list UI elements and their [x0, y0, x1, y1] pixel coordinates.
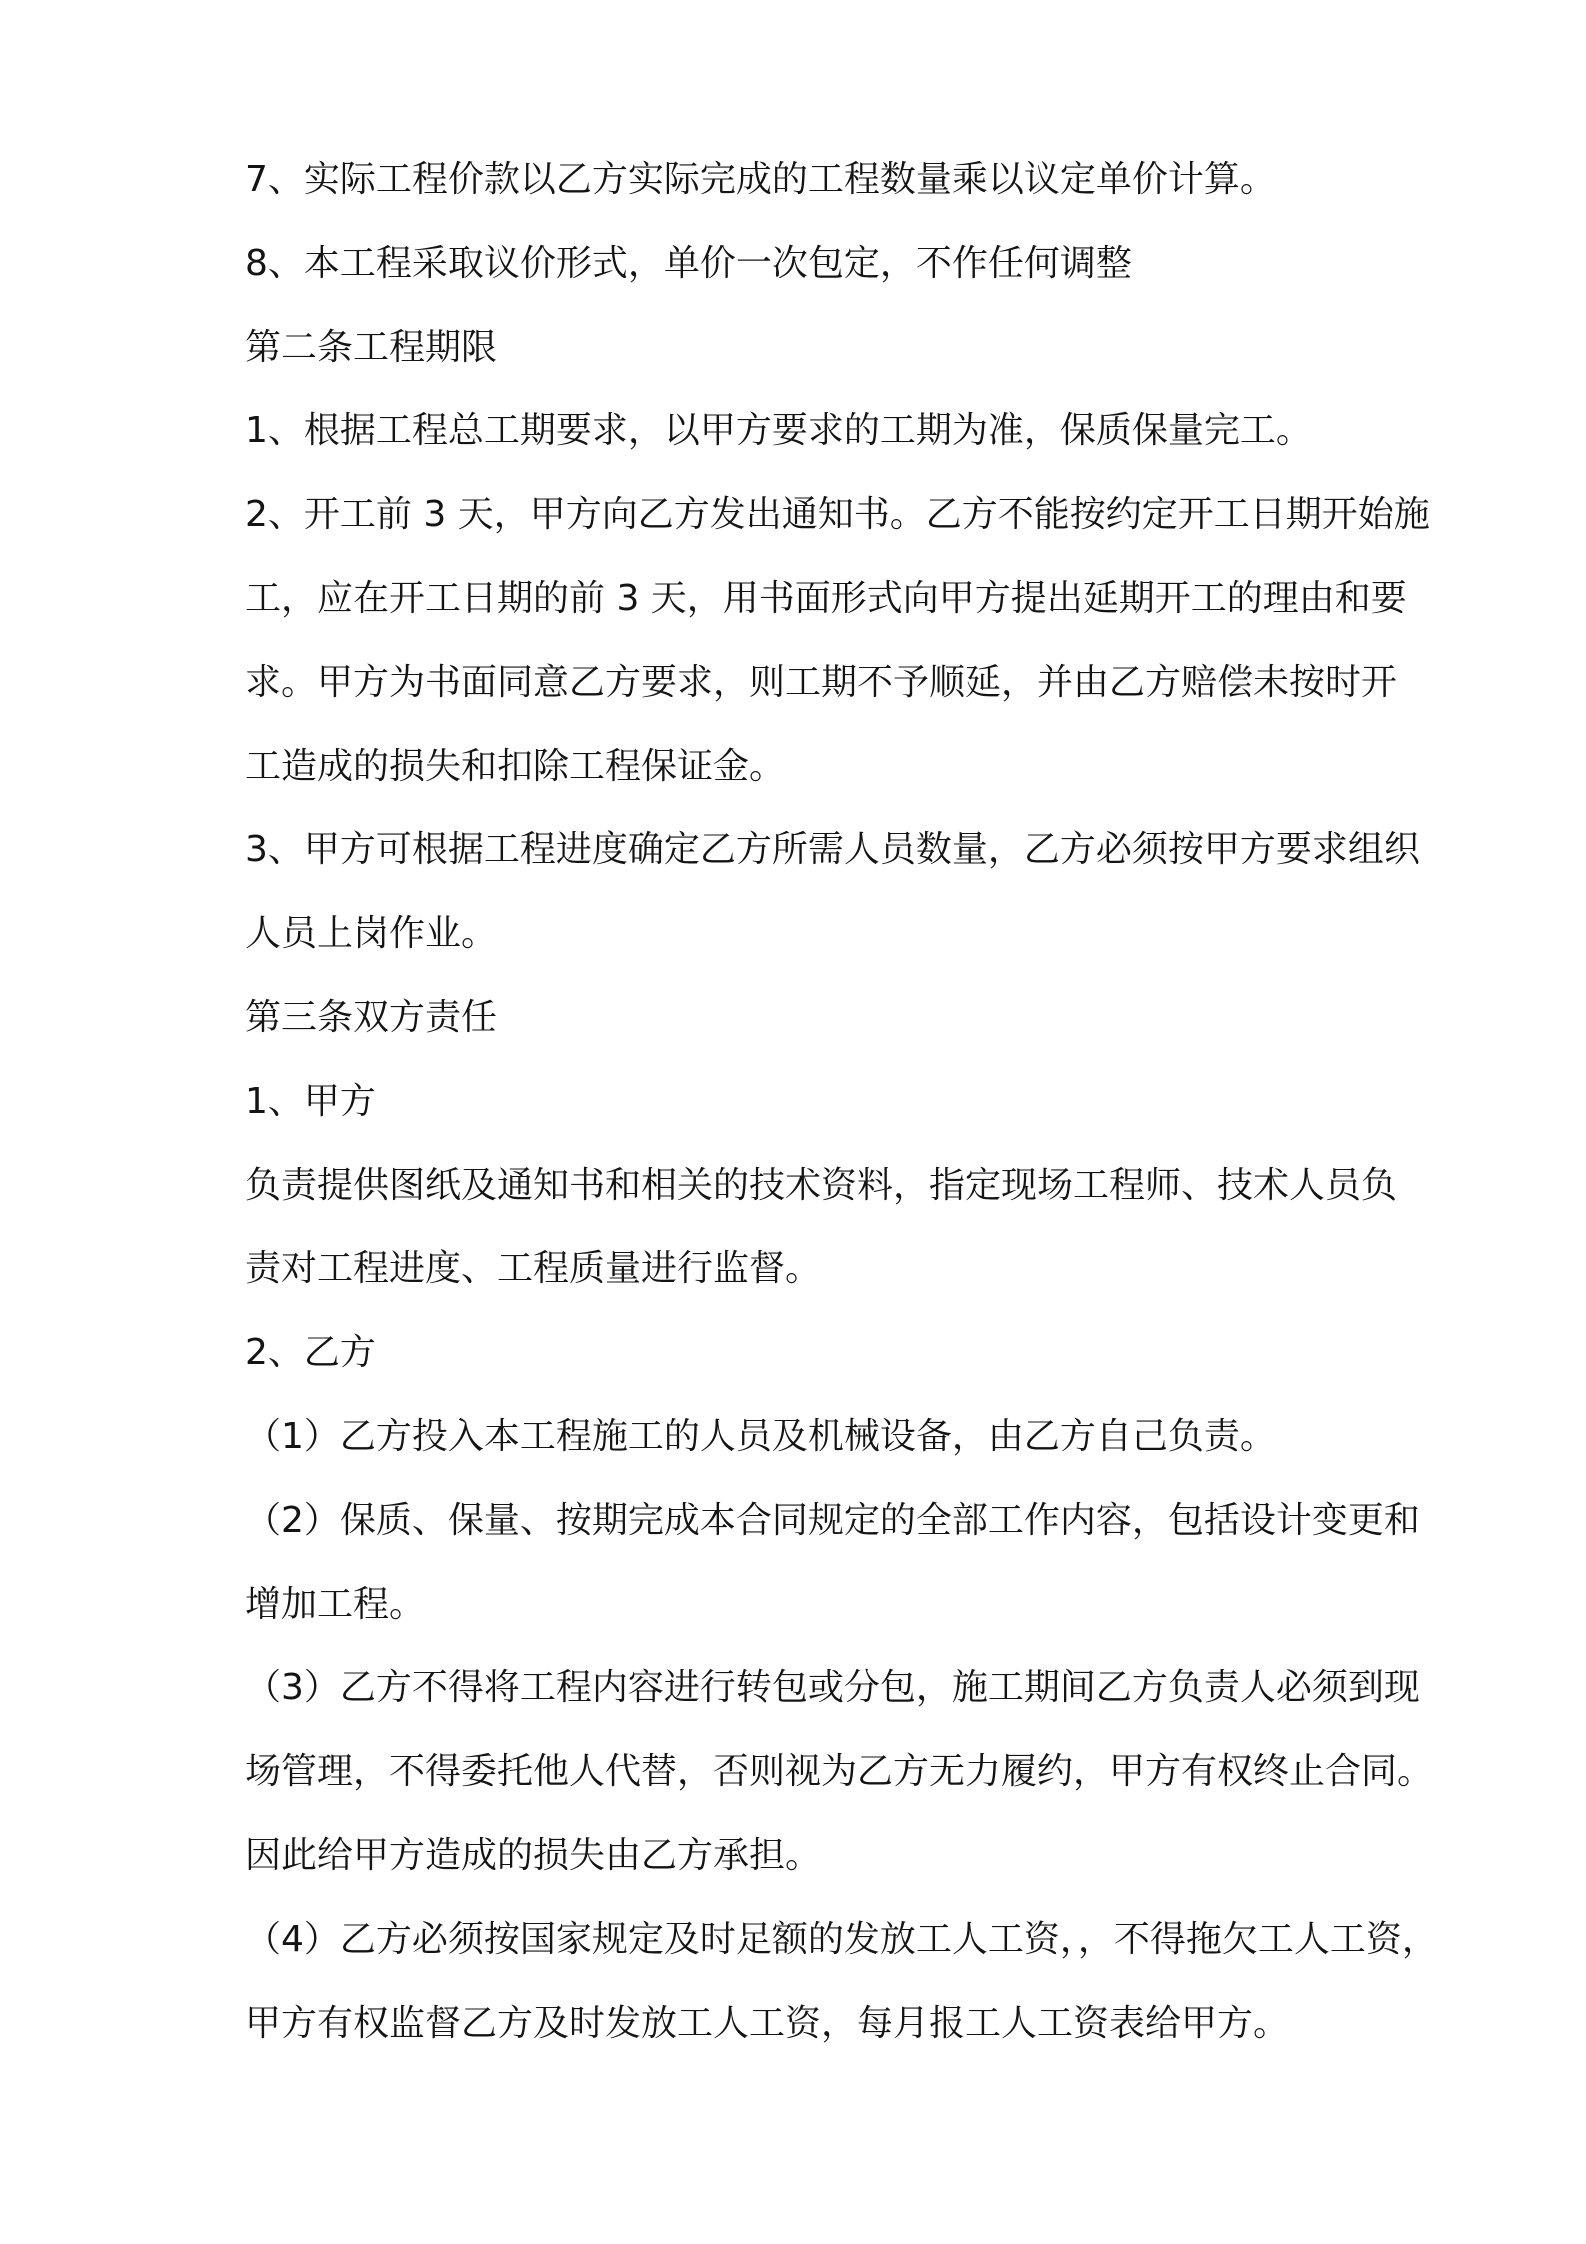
clause-line: 场管理，不得委托他人代替，否则视为乙方无力履约，甲方有权终止合同。 — [245, 1751, 1434, 1793]
clause-line: 求。甲方为书面同意乙方要求，则工期不予顺延，并由乙方赔偿未按时开 — [245, 661, 1398, 703]
subsection-heading: 1、甲方 — [245, 1080, 376, 1122]
clause-line: 增加工程。 — [245, 1583, 426, 1625]
subsection-heading: 2、乙方 — [245, 1332, 376, 1374]
clause-line: 2、开工前 3 天，甲方向乙方发出通知书。乙方不能按约定开工日期开始施 — [245, 494, 1430, 536]
clause-line: 1、根据工程总工期要求，以甲方要求的工期为准，保质保量完工。 — [245, 410, 1312, 452]
clause-line: 8、本工程采取议价形式，单价一次包定，不作任何调整 — [245, 242, 1132, 284]
clause-line: 负责提供图纸及通知书和相关的技术资料，指定现场工程师、技术人员负 — [245, 1164, 1398, 1206]
clause-line: 7、实际工程价款以乙方实际完成的工程数量乘以议定单价计算。 — [245, 159, 1276, 200]
clause-line: （2）保质、保量、按期完成本合同规定的全部工作内容，包括设计变更和 — [245, 1499, 1420, 1541]
clause-line: 甲方有权监督乙方及时发放工人工资，每月报工人工资表给甲方。 — [245, 2002, 1290, 2044]
clause-line: 3、甲方可根据工程进度确定乙方所需人员数量，乙方必须按甲方要求组织 — [245, 829, 1420, 871]
clause-line: （3）乙方不得将工程内容进行转包或分包，施工期间乙方负责人必须到现 — [245, 1667, 1420, 1709]
clause-line: （4）乙方必须按国家规定及时足额的发放工人工资，，不得拖欠工人工资， — [245, 1918, 1438, 1960]
clause-line: 工造成的损失和扣除工程保证金。 — [245, 745, 786, 787]
clause-line: 责对工程进度、工程质量进行监督。 — [245, 1248, 822, 1290]
clause-line: （1）乙方投入本工程施工的人员及机械设备，由乙方自己负责。 — [245, 1415, 1276, 1457]
clause-line: 因此给甲方造成的损失由乙方承担。 — [245, 1834, 822, 1876]
clause-line: 人员上岗作业。 — [245, 913, 498, 955]
section-heading: 第二条工程期限 — [245, 326, 498, 368]
section-heading: 第三条双方责任 — [245, 996, 498, 1038]
contract-text — [245, 138, 1525, 2065]
clause-line: 工，应在开工日期的前 3 天，用书面形式向甲方提出延期开工的理由和要 — [245, 577, 1407, 619]
